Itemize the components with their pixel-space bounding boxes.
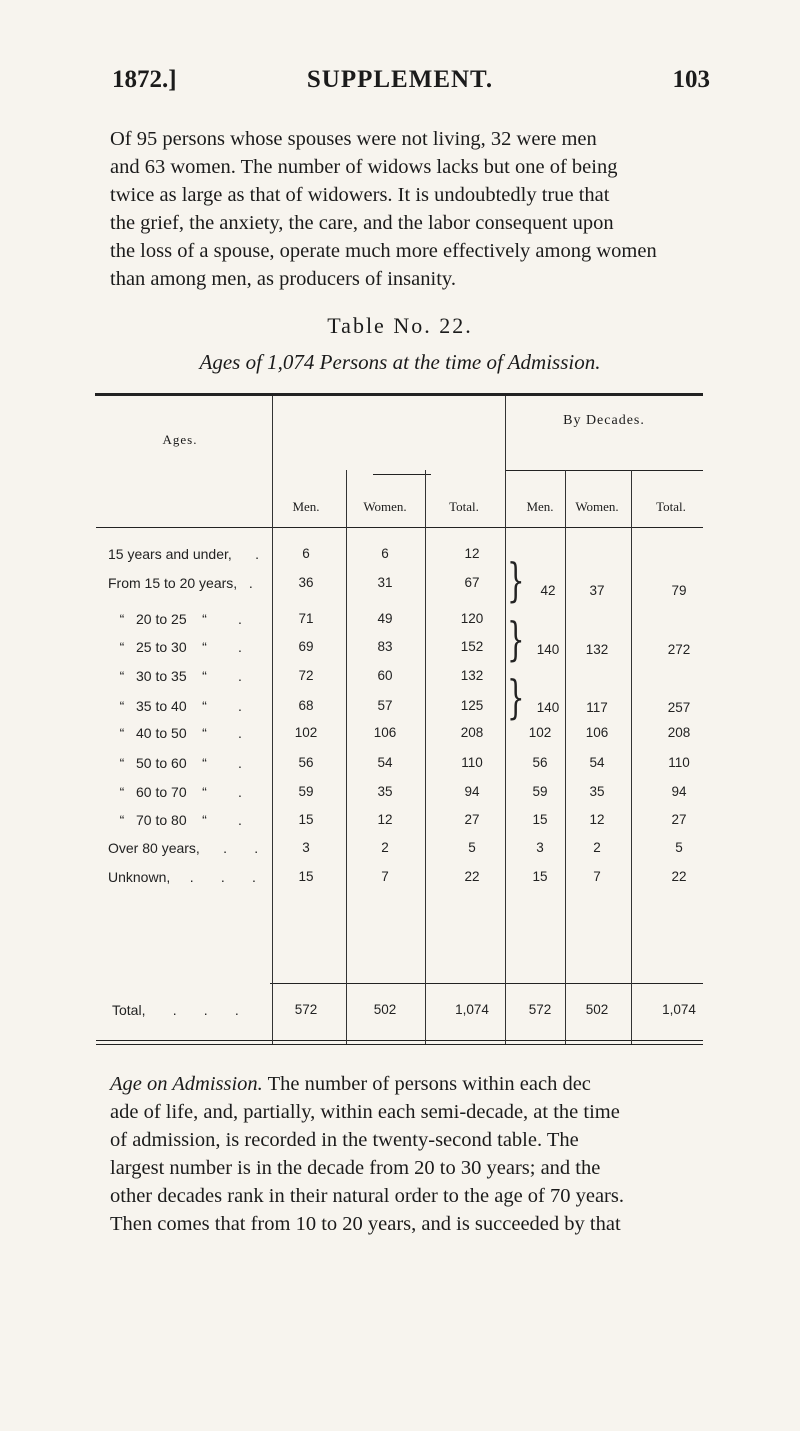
table-row-label: Over 80 years, . . xyxy=(108,840,259,856)
table-row-label: Unknown, . . . xyxy=(108,869,256,885)
table-title: Table No. 22. xyxy=(327,313,473,338)
table-cell-d-total: 94 xyxy=(671,784,687,799)
decades-rule xyxy=(505,470,703,471)
brace-icon: } xyxy=(507,670,525,724)
table-cell-men: 59 xyxy=(298,784,314,799)
table-cell-women: 2 xyxy=(381,840,389,855)
table-cell-total: 67 xyxy=(464,575,480,590)
table-cell-d-men: 15 xyxy=(532,812,548,827)
table-cell-d-total: 22 xyxy=(671,869,687,884)
table-cell-women: 49 xyxy=(377,611,393,626)
total-cell-women: 502 xyxy=(373,1002,397,1017)
table-cell-d-total: 5 xyxy=(675,840,683,855)
paragraph-age-on-admission xyxy=(110,1070,704,1238)
decade-total-header: Total. xyxy=(656,499,686,514)
table-cell-total: 5 xyxy=(468,840,476,855)
table-cell-men: 69 xyxy=(298,639,314,654)
table-top-rule xyxy=(95,393,703,396)
table-cell-d-women: 2 xyxy=(593,840,601,855)
table-cell-women: 35 xyxy=(377,784,393,799)
decade-men-header: Men. xyxy=(526,499,554,514)
table-cell-total: 22 xyxy=(464,869,480,884)
paragraph-widows xyxy=(110,125,704,293)
table-cell-total: 120 xyxy=(460,611,484,626)
table-cell-d-men: 56 xyxy=(532,755,548,770)
table-cell-d-men: 3 xyxy=(536,840,544,855)
table-cell-d-men: 59 xyxy=(532,784,548,799)
table-cell-total: 208 xyxy=(460,725,484,740)
decade-cell-men: 140 xyxy=(536,700,560,715)
table-cell-d-total: 27 xyxy=(671,812,687,827)
table-cell-men: 6 xyxy=(302,546,310,561)
decade-women-header: Women. xyxy=(575,499,619,514)
header-rule-left xyxy=(373,474,431,475)
decade-cell-total: 79 xyxy=(671,583,687,598)
table-cell-men: 68 xyxy=(298,698,314,713)
table-cell-men: 56 xyxy=(298,755,314,770)
text-line-rest: The number of persons within each dec xyxy=(262,1073,591,1095)
brace-icon: } xyxy=(507,612,525,666)
column-divider xyxy=(346,470,347,1044)
column-divider xyxy=(272,396,273,1044)
text-line: than among men, as producers of insanity. xyxy=(110,268,456,290)
page-header xyxy=(0,66,800,106)
table-cell-men: 3 xyxy=(302,840,310,855)
table-cell-d-total: 110 xyxy=(668,755,690,770)
total-cell-men: 572 xyxy=(294,1002,318,1017)
text-line: twice as large as that of widowers. It is undoubtedly true that xyxy=(110,184,610,206)
table-cell-d-men: 15 xyxy=(532,869,548,884)
table-cell-women: 6 xyxy=(381,546,389,561)
table-row-label: “ 70 to 80 “ . xyxy=(108,812,242,828)
table-cell-d-women: 12 xyxy=(589,812,605,827)
table-cell-d-women: 106 xyxy=(585,725,609,740)
table-cell-women: 31 xyxy=(377,575,393,590)
table-row-label: From 15 to 20 years, . xyxy=(108,575,253,591)
total-row-label: Total, . . . xyxy=(112,1002,239,1018)
decade-cell-women: 117 xyxy=(586,700,608,715)
table-cell-d-men: 102 xyxy=(528,725,552,740)
table-cell-men: 15 xyxy=(298,812,314,827)
text-line: largest number is in the decade from 20 to 30 years; and the xyxy=(110,1157,601,1179)
text-line: and 63 women. The number of widows lacks but one of being xyxy=(110,156,618,178)
table-cell-women: 7 xyxy=(381,869,389,884)
table-cell-women: 60 xyxy=(377,668,393,683)
table-cell-total: 152 xyxy=(460,639,484,654)
brace-icon: } xyxy=(507,553,525,607)
decade-cell-total: 257 xyxy=(667,700,691,715)
table-cell-women: 83 xyxy=(377,639,393,654)
table-cell-d-women: 7 xyxy=(593,869,601,884)
table-cell-women: 57 xyxy=(377,698,393,713)
table-cell-total: 110 xyxy=(461,755,483,770)
header-bottom-rule xyxy=(96,527,703,528)
ages-header: Ages. xyxy=(162,432,198,447)
text-line: the grief, the anxiety, the care, and the labor consequent upon xyxy=(110,212,614,234)
table-cell-d-women: 35 xyxy=(589,784,605,799)
women-header: Women. xyxy=(363,499,407,514)
table-cell-d-women: 54 xyxy=(589,755,605,770)
men-header: Men. xyxy=(292,499,320,514)
table-cell-men: 71 xyxy=(298,611,314,626)
text-line: other decades rank in their natural order to the age of 70 years. xyxy=(110,1185,624,1207)
decade-cell-women: 37 xyxy=(589,583,605,598)
decade-cell-total: 272 xyxy=(667,642,691,657)
column-divider xyxy=(425,470,426,1044)
text-line xyxy=(110,1070,704,1098)
text-line: the loss of a spouse, operate much more effectively among women xyxy=(110,240,657,262)
table-cell-women: 12 xyxy=(377,812,393,827)
table-cell-women: 106 xyxy=(373,725,397,740)
table-cell-women: 54 xyxy=(377,755,393,770)
table-row-label: “ 60 to 70 “ . xyxy=(108,784,242,800)
by-decades-header: By Decades. xyxy=(563,413,645,428)
table-bottom-rule-2 xyxy=(96,1044,703,1045)
text-line: ade of life, and, partially, within each semi-decade, at the time xyxy=(110,1101,620,1123)
table-cell-men: 72 xyxy=(298,668,314,683)
header-title: SUPPLEMENT. xyxy=(306,66,494,93)
total-cell-d-men: 572 xyxy=(528,1002,552,1017)
table-row-label: “ 20 to 25 “ . xyxy=(108,611,242,627)
decade-cell-women: 132 xyxy=(585,642,609,657)
table-cell-men: 15 xyxy=(298,869,314,884)
table-row-label: “ 25 to 30 “ . xyxy=(108,639,242,655)
table-row-label: “ 35 to 40 “ . xyxy=(108,698,242,714)
text-line: Then comes that from 10 to 20 years, and is succeeded by that xyxy=(110,1213,621,1235)
total-cell-total: 1,074 xyxy=(455,1002,489,1017)
table-row-label: “ 40 to 50 “ . xyxy=(108,725,242,741)
table-subtitle: Ages of 1,074 Persons at the time of Admission. xyxy=(199,350,601,374)
total-cell-d-total: 1,074 xyxy=(662,1002,696,1017)
table-cell-men: 102 xyxy=(294,725,318,740)
table-cell-total: 132 xyxy=(460,668,484,683)
total-top-rule xyxy=(270,983,703,984)
decade-cell-men: 140 xyxy=(536,642,560,657)
section-lead: Age on Admission. xyxy=(110,1073,263,1095)
decade-cell-men: 42 xyxy=(540,583,556,598)
table-cell-total: 12 xyxy=(464,546,480,561)
table-cell-men: 36 xyxy=(298,575,314,590)
text-line: Of 95 persons whose spouses were not living, 32 were men xyxy=(110,128,597,150)
total-header: Total. xyxy=(449,499,479,514)
table-row-label: “ 30 to 35 “ . xyxy=(108,668,242,684)
table-bottom-rule xyxy=(96,1040,703,1041)
table-cell-total: 94 xyxy=(464,784,480,799)
table-row-label: “ 50 to 60 “ . xyxy=(108,755,242,771)
table-cell-total: 27 xyxy=(464,812,480,827)
page-number: 103 xyxy=(672,66,710,93)
table-cell-d-total: 208 xyxy=(667,725,691,740)
column-divider xyxy=(505,396,506,1044)
table-cell-total: 125 xyxy=(460,698,484,713)
table-row-label: 15 years and under, . xyxy=(108,546,259,562)
text-line: of admission, is recorded in the twenty-second table. The xyxy=(110,1129,579,1151)
total-cell-d-women: 502 xyxy=(585,1002,609,1017)
header-year: 1872.] xyxy=(112,66,177,93)
